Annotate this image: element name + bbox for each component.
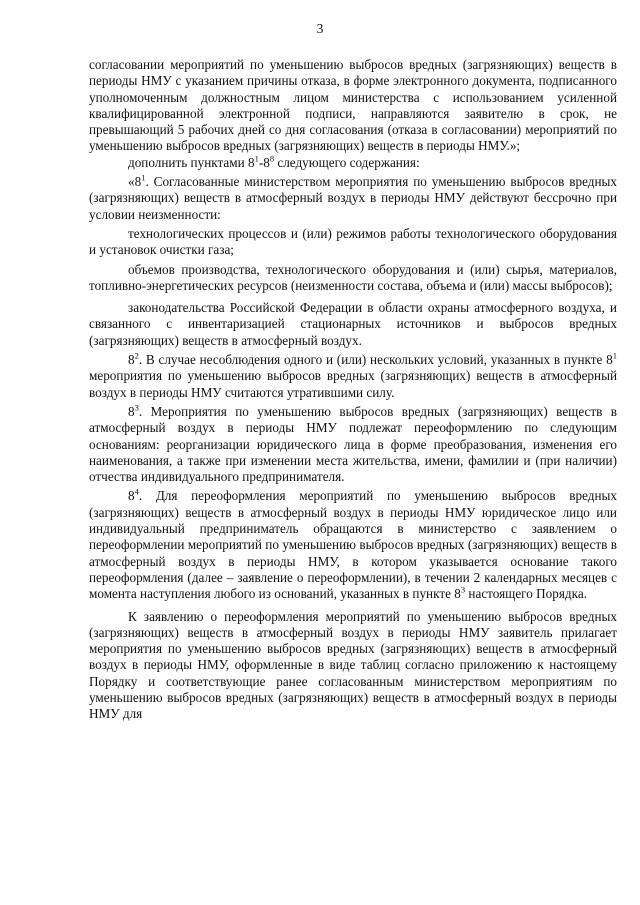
text-run: . В случае несоблюдения одного и (или) нескольких условий, указанных в пункте 8 (138, 352, 613, 368)
text-run: . Мероприятия по уменьшению выбросов вредных (загрязняющих) веществ в атмосферный воздух в периоды НМУ подлежат переоформлению по следующим основаниям: реорганизации юридического лица в форме преобразования, изменения его наименования, а также при изменении места жительства, имени, фамилии и (при наличии) отчества индивидуального предпринимателя. (89, 403, 617, 485)
paragraph-condition-legislation (89, 300, 617, 349)
paragraph-clause-8-4 (89, 488, 617, 602)
paragraph-condition-processes (89, 226, 617, 259)
superscript: 3 (460, 584, 466, 595)
paragraph-condition-volumes (89, 262, 617, 295)
text-run: технологических процессов и (или) режимов работы технологического оборудования и установок очистки газа; (89, 225, 617, 258)
paragraph-application-attachments (89, 609, 617, 723)
text-run: следующего содержания: (274, 154, 420, 170)
text-run: законодательства Российской Федерации в области охраны атмосферного воздуха, и связанного с инвентаризацией стационарных источников и выбросов вредных (загрязняющих) веществ в атмосферный воздух. (89, 300, 617, 348)
superscript: 4 (134, 487, 139, 498)
text-run: дополнить пунктами 8 (128, 154, 255, 170)
superscript: 1 (612, 350, 617, 361)
superscript: 1 (141, 172, 146, 183)
text-run: мероприятия по уменьшению выбросов вредных (загрязняющих) веществ в атмосферный воздух в периоды НМУ считаются утратившими силу. (89, 368, 617, 400)
text-run: объемов производства, технологического оборудования и (или) сырья, материалов, топливно-энергетических ресурсов (неизменности состава, объема и (или) массы выбросов); (89, 261, 617, 293)
paragraph-clause-8-1 (89, 174, 617, 223)
document-body (89, 57, 617, 723)
superscript: 3 (134, 402, 139, 413)
text-run: . Для переоформления мероприятий по уменьшению выбросов вредных (загрязняющих) веществ в атмосферный воздух в периоды НМУ юридическое лицо или индивидуальный предприниматель обращаются в министерство с заявлением о переоформлении мероприятий по уменьшению выбросов вредных (загрязняющих) веществ в атмосферный воздух в периоды НМУ, в котором указывается основание такого переоформления (далее – заявление о переоформлении), в течении 2 календарных месяцев с момента наступления любого из оснований, указанных в пункте 8 (89, 488, 617, 602)
text-run: . Согласованные министерством мероприятия по уменьшению выбросов вредных (загрязняющих) веществ в атмосферный воздух в периоды НМУ действуют бессрочно при условии неизменности: (89, 174, 617, 222)
text-run: «8 (128, 174, 142, 190)
text-run: 8 (128, 488, 135, 504)
superscript: 1 (254, 153, 259, 164)
superscript: 2 (134, 350, 139, 361)
text-run: настоящего Порядка. (465, 586, 587, 602)
superscript: 8 (269, 153, 275, 164)
paragraph-clause-8-2 (89, 352, 617, 401)
text-run: 8 (128, 352, 135, 368)
text-run: К заявлению о переоформления мероприятий по уменьшению выбросов вредных (загрязняющих) веществ в атмосферный воздух в периоды НМУ заявитель прилагает мероприятия по уменьшению выбросов вредных (загрязняющих) веществ в атмосферный воздух в периоды НМУ, оформленные в виде таблиц согласно приложению к настоящему Порядку и соответствующие ранее согласованным министерством мероприятиям по уменьшению выбросов вредных (загрязняющих) веществ в атмосферный воздух в периоды НМУ для (89, 608, 617, 722)
page-number: 3 (316, 21, 324, 36)
text-run: 8 (128, 403, 135, 419)
paragraph-continuation (89, 57, 617, 155)
paragraph-clause-8-3 (89, 404, 617, 485)
text-run: согласовании мероприятий по уменьшению выбросов вредных (загрязняющих) веществ в периоды НМУ с указанием причины отказа, в форме электронного документа, подписанного уполномоченным должностным лицом министерства с использованием усиленной квалифицированной электронной подписи, направляются заявителю в срок, не превышающий 5 рабочих дней со дня согласования (отказа в согласовании) мероприятий по уменьшению выбросов вредных (загрязняющих) веществ в периоды НМУ.»; (89, 57, 617, 154)
paragraph-amendment-intro (89, 155, 617, 171)
text-run: -8 (258, 154, 270, 170)
